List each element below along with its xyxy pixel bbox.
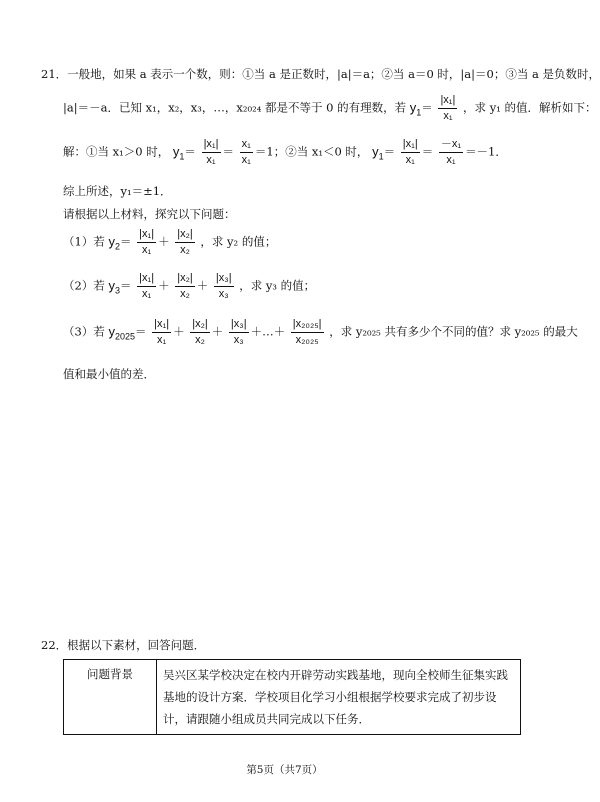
y1-symbol: $y_1$ — [409, 99, 422, 118]
fraction-abs-x1-over-x1: $\frac{\text{|x₁|}}{\text{x₁}}$ — [139, 228, 155, 256]
q21-prompt: 请根据以上材料，探究以下问题： — [63, 207, 236, 221]
fraction-x1-over-x1: $\frac{\text{x₁}}{\text{x₁}}$ — [241, 138, 251, 166]
q21-line2: |a|＝－a．已知 x₁，x₂，x₃，…，x₂₀₂₄ 都是不等于 0 的有理数，若 $y_1=$ $\frac{\text{|x₁|}}{\text{x₁}}$ ，求 y₁ 的值．解析如下： — [63, 94, 597, 122]
q21-part3-line2: 值和最小值的差． — [63, 367, 155, 381]
y3-symbol: $y_3$ — [108, 277, 120, 296]
fraction-abs-x1-over-x1: $\frac{\text{|x₁|}}{\text{x₁}}$ — [139, 272, 155, 300]
fraction-abs-x1-over-x1: $\frac{\text{|x₁|}}{\text{x₁}}$ — [154, 318, 170, 346]
q21-solution: 解：①当 x₁＞0 时， $y_1=$ $\frac{\text{|x₁|}}{\text{x₁}}$ ＝ $\frac{\text{x₁}}{\text{x₁}}$ ＝1；②当 x₁＜0 时， $y_1=$ $\frac{\text{|x₁|}}{\text{x₁}}$ ＝ $\frac{\text{－x₁}}{\text{x₁}}$ ＝－1． — [63, 138, 507, 166]
fraction-abs-x1-over-x1: $\frac{\text{|x₁|}}{\text{x₁}}$ — [440, 94, 456, 122]
q21-line1: 21．一般地，如果 a 表示一个数，则：①当 a 是正数时，|a|＝a；②当 a＝0 时，|a|＝0；③当 a 是负数时， — [41, 67, 600, 81]
q21-line2-tail: ，求 y₁ 的值．解析如下： — [463, 100, 597, 115]
q22-intro: 22．根据以下素材，回答问题． — [41, 638, 206, 652]
fraction-abs-x2-over-x2: $\frac{\text{|x₂|}}{\text{x₂}}$ — [192, 318, 208, 346]
y1-symbol: $y_1$ — [372, 143, 384, 162]
q21-part3: （3）若 $y_{2025}=$ $\frac{\text{|x₁|}}{\text{x₁}}$ ＋ $\frac{\text{|x₂|}}{\text{x₂}}$ ＋ $\frac{\text{|x₃|}}{\text{x₃}}$ ＋…＋ $\frac{\text{|x₂₀₂₅|}}{\text{x₂₀₂₅}}$ ，求 y₂₀₂₅ 共有多少个不同的值？求 y₂₀₂₅ 的最大 — [63, 318, 578, 346]
material-table — [63, 659, 521, 735]
fraction-abs-x2-over-x2: $\frac{\text{|x₂|}}{\text{x₂}}$ — [177, 228, 193, 256]
y2025-symbol: $y_{2025}$ — [108, 323, 136, 342]
fraction-abs-x3-over-x3: $\frac{\text{|x₃|}}{\text{x₃}}$ — [215, 272, 232, 300]
fraction-abs-x2-over-x2: $\frac{\text{|x₂|}}{\text{x₂}}$ — [177, 272, 193, 300]
y1-symbol: $y_1$ — [172, 143, 185, 162]
y2-symbol: $y_2$ — [108, 233, 120, 252]
row-content-background: 吴兴区某学校决定在校内开辟劳动实践基地，现向全校师生征集实践基地的设计方案．学校项目化学习小组根据学校要求完成了初步设计，请跟随小组成员共同完成以下任务． — [157, 660, 521, 735]
fraction-abs-x1-over-x1: $\frac{\text{|x₁|}}{\text{x₁}}$ — [203, 138, 219, 166]
q21-line2-text: |a|＝－a．已知 x₁，x₂，x₃，…，x₂₀₂₄ 都是不等于 0 的有理数，若 — [63, 100, 407, 115]
q21-summary: 综上所述，y₁＝±1． — [63, 184, 172, 198]
page-footer: 第5页（共7页） — [246, 764, 323, 776]
fraction-neg-x1-over-x1: $\frac{\text{－x₁}}{\text{x₁}}$ — [440, 138, 462, 166]
table-row — [64, 660, 521, 735]
q21-part1: （1）若 $y_2=$ $\frac{\text{|x₁|}}{\text{x₁}}$ ＋ $\frac{\text{|x₂|}}{\text{x₂}}$ ，求 y₂ 的值； — [63, 228, 277, 256]
row-header-background: 问题背景 — [64, 660, 157, 735]
q21-part2: （2）若 $y_3=$ $\frac{\text{|x₁|}}{\text{x₁}}$ ＋ $\frac{\text{|x₂|}}{\text{x₂}}$ ＋ $\frac{\text{|x₃|}}{\text{x₃}}$ ，求 y₃ 的值； — [63, 272, 316, 300]
fraction-abs-x2025-over-x2025: $\frac{\text{|x₂₀₂₅|}}{\text{x₂₀₂₅}}$ — [292, 318, 322, 346]
fraction-abs-x3-over-x3: $\frac{\text{|x₃|}}{\text{x₃}}$ — [230, 318, 247, 346]
fraction-abs-x1-over-x1: $\frac{\text{|x₁|}}{\text{x₁}}$ — [402, 138, 418, 166]
